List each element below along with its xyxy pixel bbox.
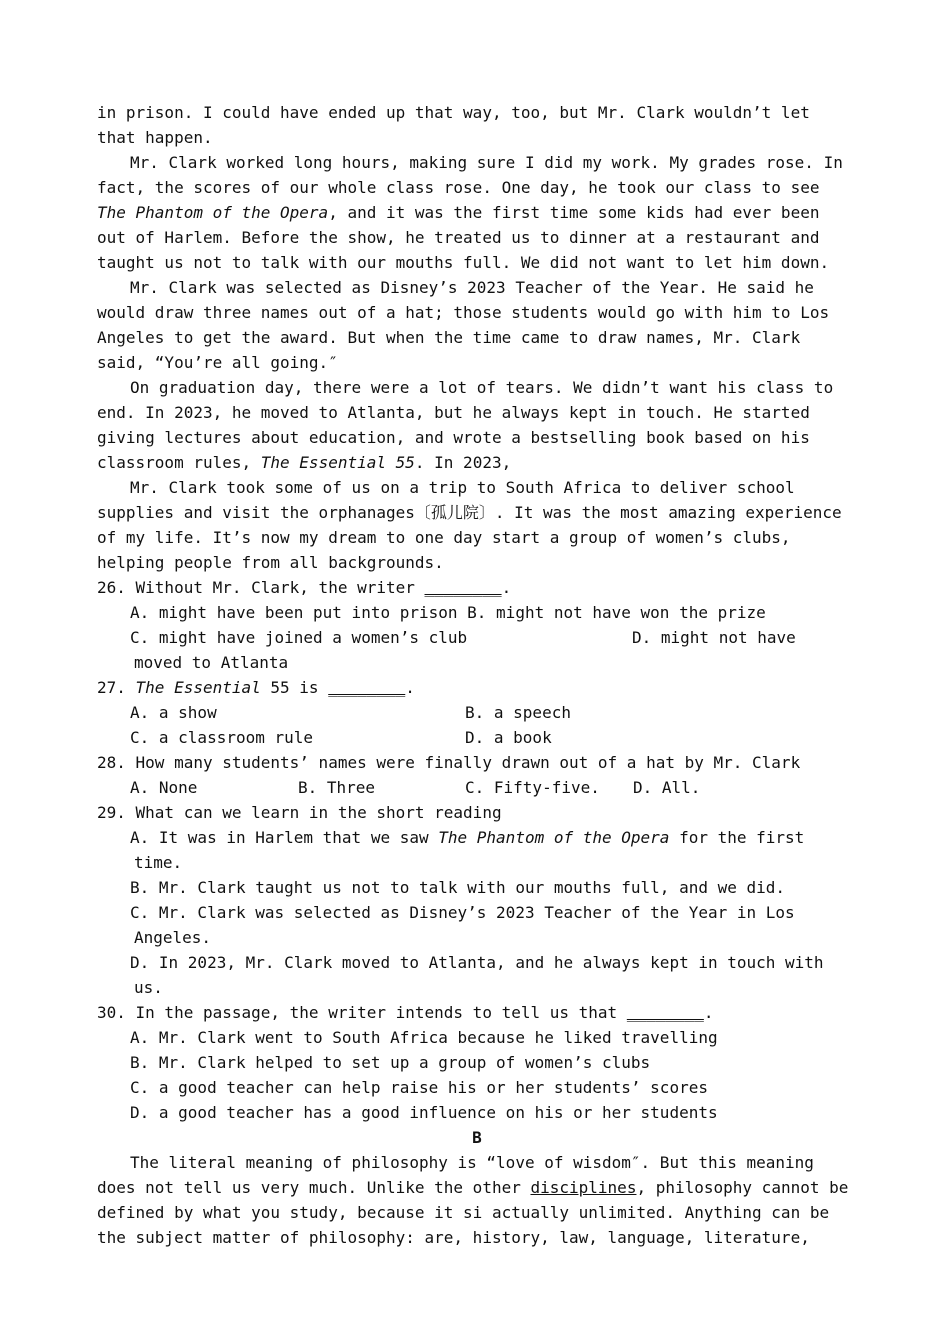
question-30-option-a: A. Mr. Clark went to South Africa because he liked travelling — [130, 1028, 718, 1047]
option-c: C. Fifty-five. — [465, 778, 600, 797]
option-d: D. All. — [633, 778, 701, 797]
question-30-option-c: C. a good teacher can help raise his or her students’ scores — [130, 1078, 708, 1097]
question-28-stem: 28. How many students’ names were finally drawn out of a hat by Mr. Clark — [97, 753, 801, 772]
section-b-heading: B — [472, 1128, 482, 1147]
option-c-continued: Angeles. — [134, 928, 212, 947]
italic-title: The Essential — [135, 678, 261, 697]
exam-page — [97, 100, 857, 1250]
option-a-continued: time. — [134, 853, 183, 872]
question-28-options — [97, 775, 857, 800]
option-a: A. a show — [130, 703, 217, 722]
passage-a-paragraph: Mr. Clark worked long hours, making sure I did my work. My grades rose. In fact, the scores of our whole class rose. One day, he took our class to see The Phantom of the Opera, and it was the first time some kids had ever been out of Harlem. Before the show, he treated us to dinner at a restaurant and taught us not to talk with our mouths full. We did not want to let him down. — [97, 153, 843, 272]
question-30-option-b: B. Mr. Clark helped to set up a group of women’s clubs — [130, 1053, 651, 1072]
question-27-options-cd — [97, 725, 857, 750]
italic-title: The Phantom of the Opera — [97, 203, 329, 222]
italic-title: The Phantom of the Opera — [438, 828, 670, 847]
option-d: D. might not have — [632, 628, 796, 647]
option-a: A. None — [130, 778, 198, 797]
option-c: C. might have joined a women’s club — [130, 628, 468, 647]
option-d: D. a book — [465, 728, 552, 747]
passage-a-line: in prison. I could have ended up that way, too, but Mr. Clark wouldn’t let — [97, 103, 810, 122]
passage-a-line: that happen. — [97, 128, 213, 147]
question-29-option-c: C. Mr. Clark was selected as Disney’s 2023 Teacher of the Year in Los — [130, 903, 795, 922]
question-30-option-d: D. a good teacher has a good influence on his or her students — [130, 1103, 718, 1122]
italic-title: The Essential 55 — [260, 453, 415, 472]
option-d-continued: moved to Atlanta — [134, 653, 289, 672]
question-26-options-cd — [97, 625, 857, 650]
question-30-stem: 30. In the passage, the writer intends to tell us that ________. — [97, 1003, 714, 1022]
option-b: B. a speech — [465, 703, 571, 722]
question-27-stem: 27. The Essential 55 is ________. — [97, 678, 415, 697]
passage-a-paragraph: Mr. Clark took some of us on a trip to South Africa to deliver school supplies and visit the orphanages〔孤儿院〕. It was the most amazing experience of my life. It’s now my dream to one day start a group of women’s clubs, helping people from all backgrounds. — [97, 478, 842, 572]
answer-blank: ________ — [328, 678, 406, 697]
answer-blank: ________ — [424, 578, 502, 597]
question-26-stem: 26. Without Mr. Clark, the writer ________. — [97, 578, 512, 597]
question-29-option-a: A. It was in Harlem that we saw The Phantom of the Opera for the first — [130, 828, 805, 847]
question-26-options-ab: A. might have been put into prison B. might not have won the prize — [130, 603, 766, 622]
passage-a-paragraph: On graduation day, there were a lot of tears. We didn’t want his class to end. In 2023, he moved to Atlanta, but he always kept in touch. He started giving lectures about education, and wrote a bestselling book based on his classroom rules, The Essential 55. In 2023, — [97, 378, 834, 472]
question-29-stem: 29. What can we learn in the short reading — [97, 803, 502, 822]
option-b: B. Three — [298, 778, 376, 797]
question-29-option-b: B. Mr. Clark taught us not to talk with our mouths full, and we did. — [130, 878, 786, 897]
option-c: C. a classroom rule — [130, 728, 314, 747]
question-29-option-d: D. In 2023, Mr. Clark moved to Atlanta, and he always kept in touch with — [130, 953, 824, 972]
passage-a-paragraph: Mr. Clark was selected as Disney’s 2023 Teacher of the Year. He said he would draw three names out of a hat; those students would go with him to Los Angeles to get the award. But when the time came to draw names, Mr. Clark said, “You’re all going.″ — [97, 278, 830, 372]
answer-blank: ________ — [626, 1003, 704, 1022]
question-27-options-ab — [97, 700, 857, 725]
passage-b-paragraph: The literal meaning of philosophy is “love of wisdom″. But this meaning does not tell us very much. Unlike the other disciplines, philosophy cannot be defined by what you study, because it si actually unlimited. Anything can be the subject matter of philosophy: are, history, law, language, literature, — [97, 1153, 849, 1247]
underlined-word: disciplines — [530, 1178, 637, 1197]
option-d-continued: us. — [134, 978, 163, 997]
